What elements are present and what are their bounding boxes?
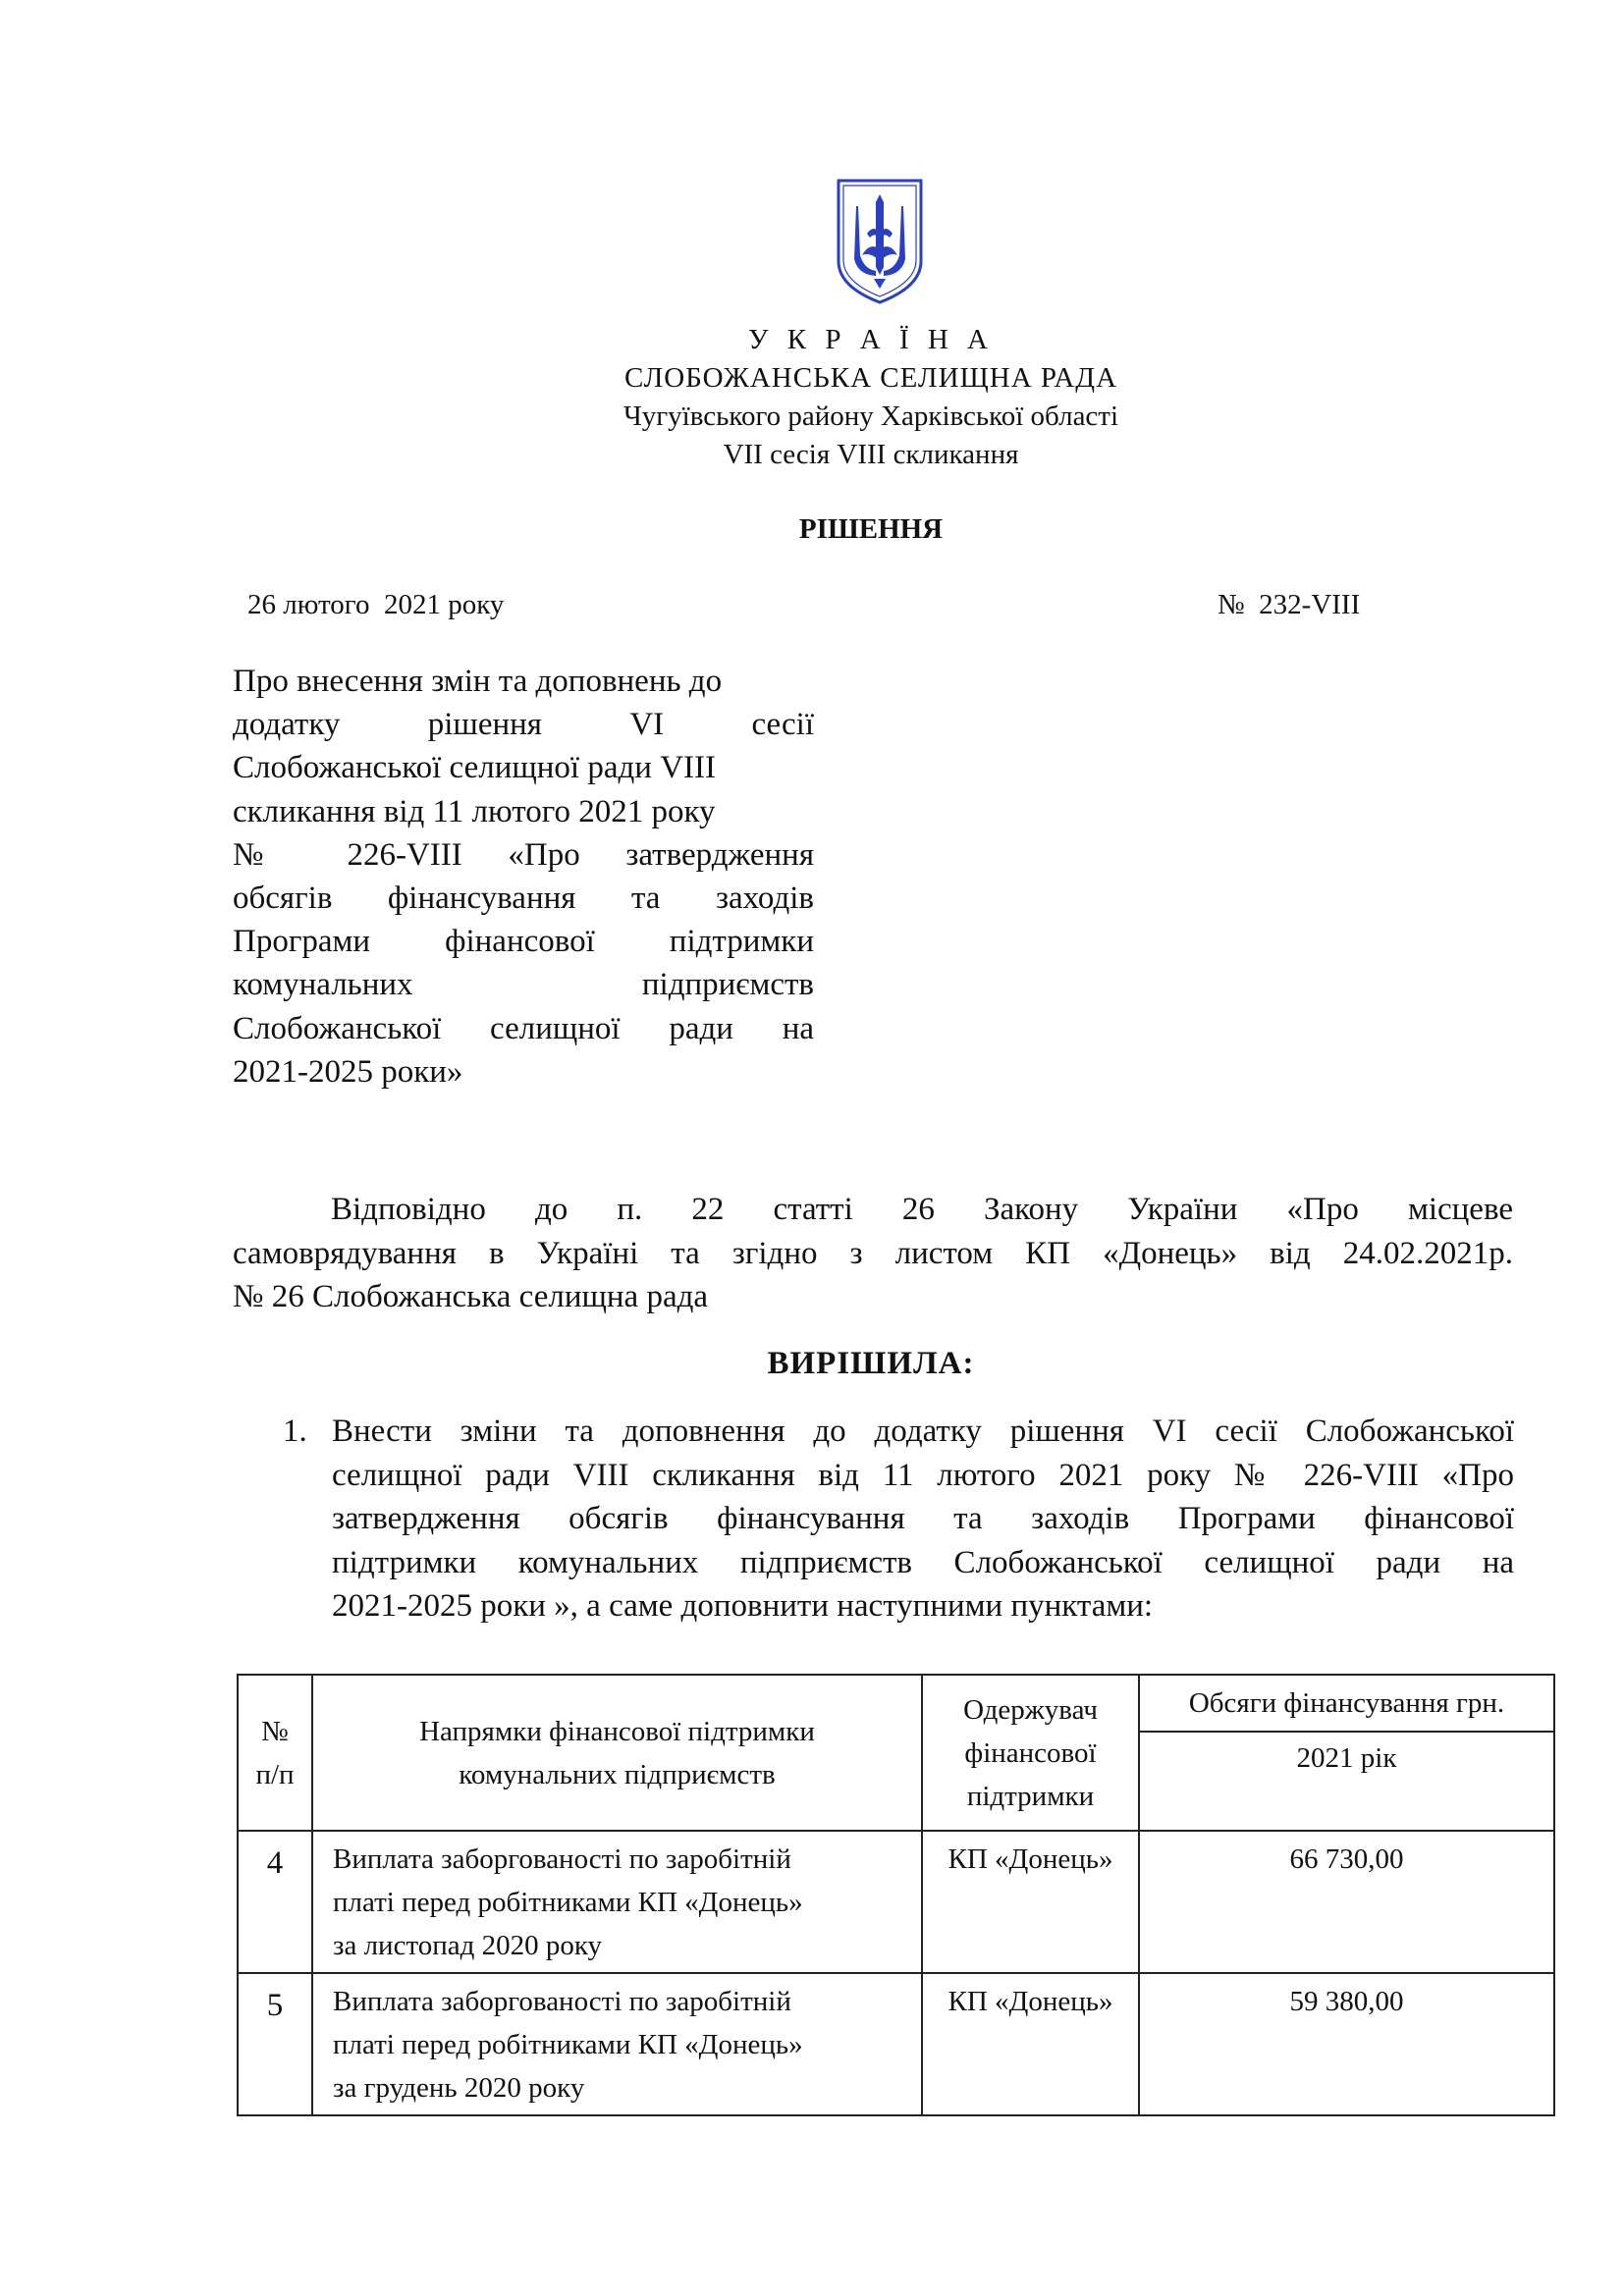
- header-text: Напрямки фінансової підтримки: [419, 1715, 815, 1747]
- table-row: [238, 1831, 1554, 1973]
- subject-line: комунальних підприємств: [233, 967, 814, 1003]
- row-recipient: КП «Донець»: [922, 1831, 1139, 1973]
- header-text: п/п: [255, 1758, 295, 1790]
- row-number: 4: [238, 1831, 312, 1973]
- item-line: селищної ради VIII скликання від 11 лютого 2021 року № 226-VIII «Про: [332, 1457, 1514, 1493]
- item-line: 2021-2025 роки », а саме доповнити наступними пунктами:: [332, 1588, 1154, 1624]
- header-text: №: [261, 1715, 289, 1747]
- row-direction-line: платі перед робітниками КП «Донець»: [333, 1887, 803, 1918]
- subject-line: Слобожанської селищної ради на: [233, 1010, 814, 1046]
- district-name: Чугуївського району Харківської області: [623, 400, 1119, 432]
- council-name: СЛОБОЖАНСЬКА СЕЛИЩНА РАДА: [623, 362, 1118, 394]
- preamble-paragraph: [233, 1188, 1513, 1319]
- row-amount: 66 730,00: [1139, 1831, 1554, 1973]
- header-recipient: [922, 1675, 1139, 1831]
- financing-table: [237, 1674, 1555, 2116]
- header-direction: [312, 1675, 922, 1831]
- header-number: [238, 1675, 312, 1831]
- decision-heading: ВИРІШИЛА:: [767, 1346, 975, 1381]
- subject-line: обсягів фінансування та заходів: [233, 881, 814, 917]
- subject-line: додатку рішення VI сесії: [233, 707, 814, 743]
- row-direction: [312, 1973, 922, 2115]
- header-text: Одержувач: [963, 1693, 1098, 1726]
- row-amount: 59 380,00: [1139, 1973, 1554, 2115]
- row-direction-line: за грудень 2020 року: [333, 2072, 585, 2104]
- row-direction-line: за листопад 2020 року: [333, 1930, 603, 1961]
- row-direction-line: Виплата заборгованості по заробітній: [333, 1843, 791, 1875]
- subject-line: 2021-2025 роки»: [233, 1053, 463, 1090]
- subject-line: Програми фінансової підтримки: [233, 924, 814, 960]
- preamble-line: № 26 Слобожанська селищна рада: [233, 1279, 709, 1314]
- header-text: комунальних підприємств: [459, 1758, 776, 1790]
- table-header-row: [238, 1675, 1554, 1732]
- row-direction-line: платі перед робітниками КП «Донець»: [333, 2029, 803, 2060]
- session-name: VII сесія VIII скликання: [723, 439, 1019, 470]
- row-direction: [312, 1831, 922, 1973]
- coat-of-arms-trident-icon: [835, 177, 925, 306]
- subject-line: Слобожанської селищної ради VIII: [233, 750, 716, 786]
- subject-line: скликання від 11 лютого 2021 року: [233, 793, 716, 829]
- item-number: 1.: [283, 1414, 307, 1449]
- document-number: № 232-VIII: [1218, 589, 1361, 620]
- row-number: 5: [238, 1973, 312, 2115]
- header-text: підтримки: [966, 1780, 1095, 1812]
- item-line: затвердження обсягів фінансування та заходів Програми фінансової: [332, 1501, 1514, 1536]
- subject-line: № 226-VIII «Про затвердження: [233, 836, 814, 873]
- document-date: 26 лютого 2021 року: [247, 589, 505, 620]
- item-line: підтримки комунальних підприємств Слобожанської селищної ради на: [332, 1544, 1514, 1580]
- document-type: РІШЕННЯ: [798, 513, 944, 545]
- document-subject: [233, 660, 814, 1094]
- header-year: 2021 рік: [1139, 1732, 1554, 1831]
- country-name: У К Р А Ї Н А: [748, 324, 994, 355]
- header-volume: Обсяги фінансування грн.: [1139, 1675, 1554, 1732]
- row-direction-line: Виплата заборгованості по заробітній: [333, 1986, 791, 2017]
- subject-line: Про внесення змін та доповнень до: [233, 664, 723, 699]
- item-text: [332, 1410, 1514, 1629]
- table-row: [238, 1973, 1554, 2115]
- preamble-line: самоврядування в Україні та згідно з листом КП «Донець» від 24.02.2021р.: [233, 1235, 1513, 1271]
- row-recipient: КП «Донець»: [922, 1973, 1139, 2115]
- item-line: Внести зміни та доповнення до додатку рішення VI сесії Слобожанської: [332, 1414, 1514, 1449]
- header-text: фінансової: [964, 1736, 1097, 1769]
- preamble-line: Відповідно до п. 22 статті 26 Закону України «Про місцеве: [331, 1192, 1513, 1227]
